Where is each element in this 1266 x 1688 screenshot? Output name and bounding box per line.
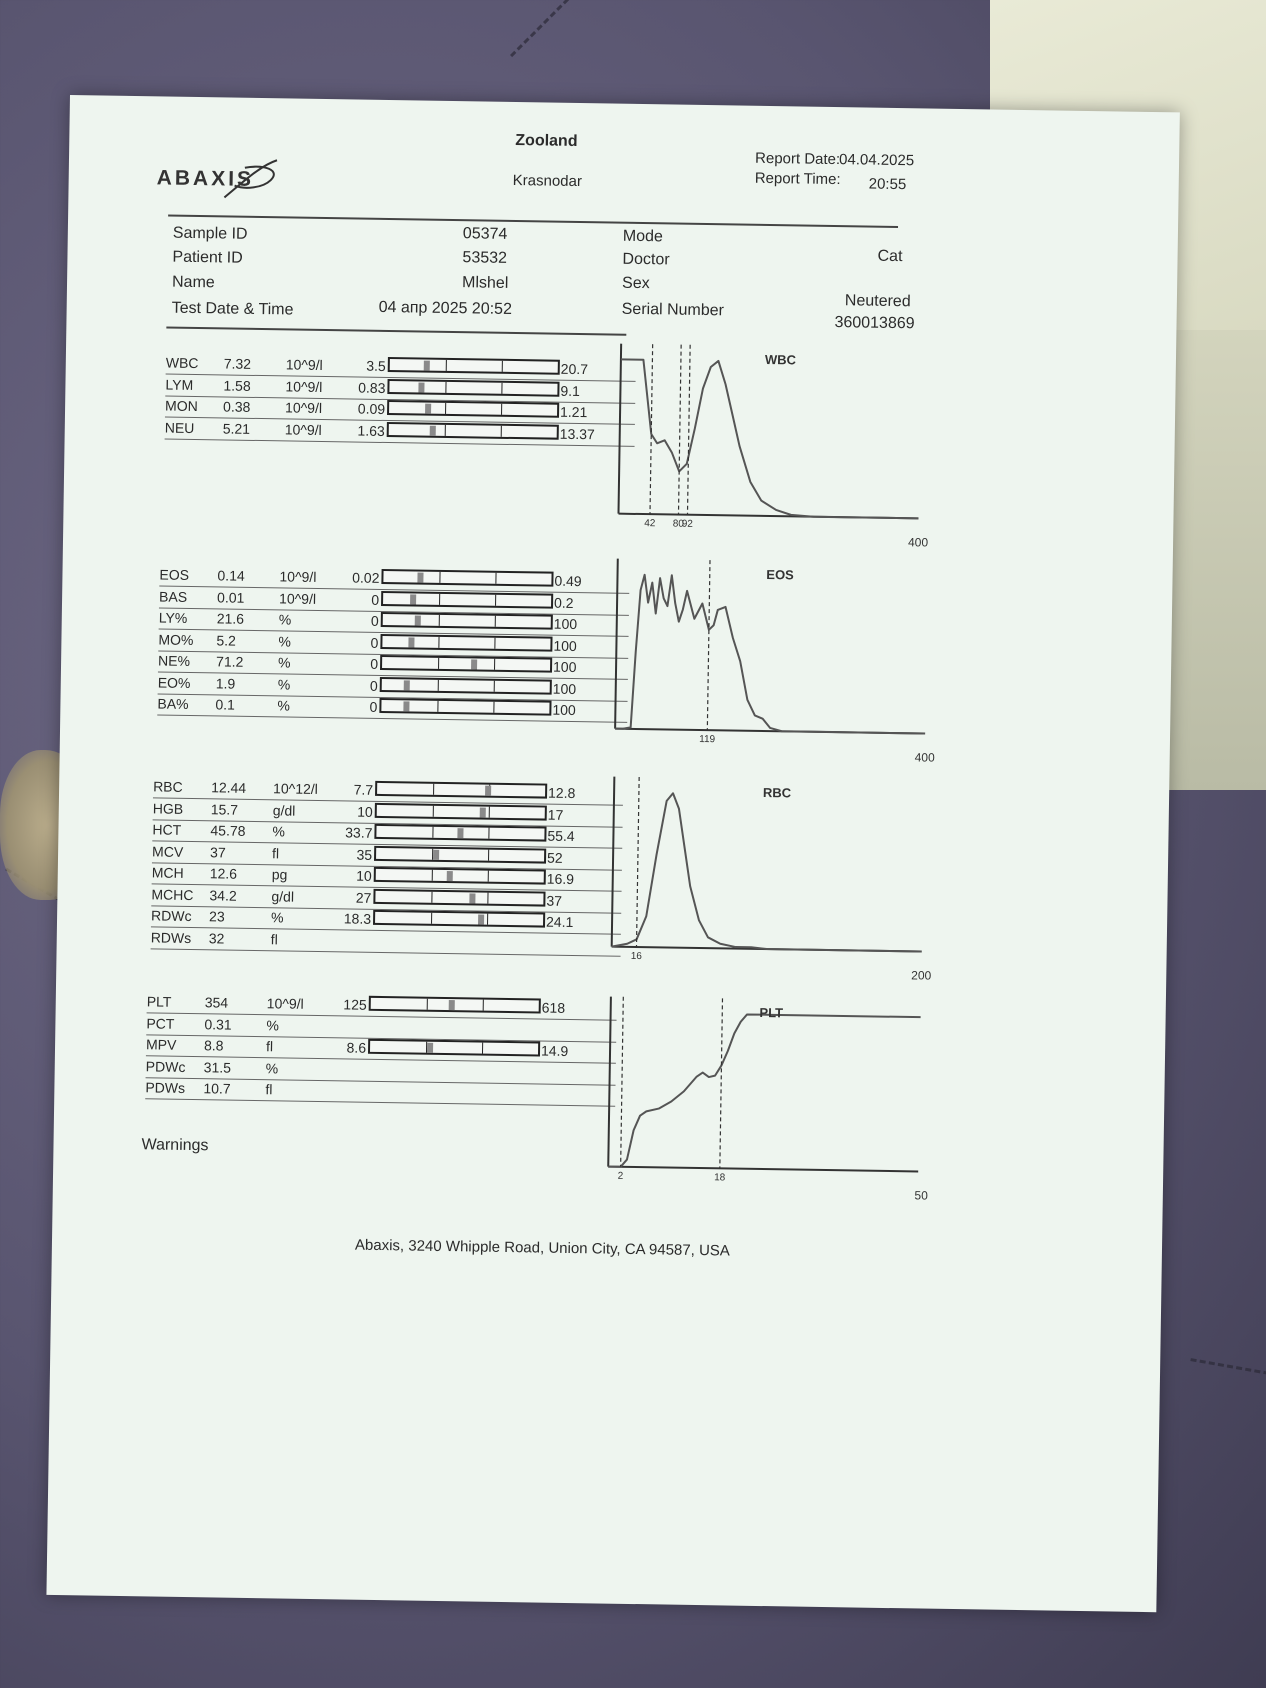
result-high: 12.8 (547, 784, 576, 802)
result-high: 100 (553, 637, 577, 654)
range-bar (387, 422, 559, 440)
result-value: 71.2 (215, 653, 244, 670)
range-tick (483, 1000, 484, 1011)
range-bar (373, 888, 545, 906)
range-tick (493, 702, 494, 713)
doctor-label: Doctor (622, 250, 670, 269)
result-high: 100 (553, 615, 578, 633)
range-marker (447, 871, 453, 881)
clinic-name: Zooland (515, 132, 578, 150)
result-name: NEU (164, 419, 195, 436)
result-high: 100 (552, 701, 576, 719)
result-high: 1.21 (559, 403, 588, 421)
serial-label: Serial Number (621, 300, 725, 320)
range-tick (437, 701, 438, 712)
result-value: 1.9 (215, 674, 236, 692)
series-line (612, 792, 924, 951)
range-tick (433, 784, 434, 795)
result-low: 0.09 (357, 400, 386, 417)
marker-line (636, 777, 639, 947)
result-unit: 10^9/l (284, 399, 323, 416)
range-tick (431, 913, 432, 924)
test-date: 04 апр 2025 20:52 (378, 298, 513, 318)
result-name: HGB (152, 799, 184, 817)
result-unit: % (277, 675, 291, 693)
range-tick (433, 805, 434, 816)
report-date-label: Report Date: (754, 149, 841, 169)
range-tick (495, 573, 496, 584)
histogram-eos (615, 559, 935, 769)
result-unit: g/dl (272, 801, 296, 819)
range-tick (494, 659, 495, 670)
report-sheet (46, 95, 1179, 1612)
x-end-label: 200 (911, 968, 932, 983)
result-high: 9.1 (560, 382, 581, 399)
range-marker (448, 1000, 454, 1010)
range-tick (427, 999, 428, 1010)
range-marker (457, 828, 463, 838)
x-axis (608, 1167, 918, 1172)
result-high: 100 (552, 680, 577, 697)
sex: Neutered (844, 292, 911, 311)
result-value: 0.31 (204, 1015, 232, 1033)
result-unit: % (278, 611, 292, 628)
result-low: 1.63 (357, 422, 385, 439)
result-low: 8.6 (346, 1039, 367, 1056)
range-tick (495, 616, 496, 627)
range-tick (438, 658, 439, 669)
result-name: EO% (157, 673, 191, 691)
range-tick (439, 572, 440, 583)
chart-title: EOS (766, 566, 794, 583)
result-unit: % (278, 632, 292, 650)
result-value: 5.21 (222, 419, 251, 437)
marker-line (687, 345, 690, 515)
marker-line (707, 560, 710, 730)
result-low: 0.83 (358, 379, 386, 396)
range-tick (439, 615, 440, 626)
chart-title: WBC (764, 351, 797, 368)
range-tick (482, 1043, 483, 1054)
sample-id: 05374 (462, 225, 508, 243)
result-high: 13.37 (559, 425, 595, 442)
range-marker (417, 573, 423, 583)
chart-title: RBC (762, 784, 792, 801)
patient-name: Mlshel (461, 274, 509, 292)
result-unit: fl (270, 930, 278, 947)
range-marker (434, 849, 440, 859)
result-name: RDWs (150, 928, 192, 946)
result-name: BA% (157, 695, 189, 712)
range-tick (501, 425, 502, 436)
marker-label: 80 (672, 518, 684, 530)
result-unit: 10^9/l (279, 589, 317, 607)
result-unit: % (277, 654, 291, 671)
footer-address: Abaxis, 3240 Whipple Road, Union City, CA 94587, USA (354, 1236, 730, 1260)
range-marker (408, 637, 414, 647)
range-tick (445, 381, 446, 392)
result-low: 0 (371, 591, 380, 608)
range-tick (438, 679, 439, 690)
result-unit: 10^9/l (285, 356, 323, 374)
result-unit: fl (265, 1081, 273, 1098)
range-bar (380, 633, 552, 651)
result-low: 7.7 (353, 781, 374, 798)
range-tick (487, 892, 488, 903)
result-unit: g/dl (271, 887, 295, 905)
result-value: 15.7 (210, 800, 239, 818)
divider (168, 215, 898, 228)
result-low: 0 (370, 655, 379, 672)
range-tick (431, 891, 432, 902)
result-value: 10.7 (203, 1080, 231, 1097)
range-bar (380, 655, 552, 673)
range-bar (387, 400, 559, 418)
result-unit: 10^12/l (273, 780, 318, 797)
result-value: 0.1 (215, 696, 236, 713)
range-marker (415, 615, 421, 625)
range-bar (368, 1039, 540, 1057)
result-value: 37 (210, 843, 226, 861)
report-time-label: Report Time: (754, 169, 841, 189)
histogram-plt (608, 997, 928, 1207)
result-high: 0.49 (554, 572, 582, 590)
range-marker (470, 893, 476, 903)
range-tick (501, 404, 502, 415)
result-unit: % (265, 1059, 279, 1076)
range-marker (404, 701, 410, 711)
range-tick (432, 870, 433, 881)
result-value: 31.5 (203, 1058, 232, 1076)
result-unit: 10^9/l (285, 377, 323, 395)
result-low: 0 (369, 677, 378, 694)
marker-label: 2 (617, 1170, 624, 1182)
result-low: 3.5 (366, 357, 386, 374)
result-name: LY% (158, 609, 188, 626)
result-unit: fl (265, 1038, 274, 1055)
histogram-svg (611, 777, 932, 983)
result-low: 35 (356, 846, 373, 863)
range-marker (425, 404, 431, 414)
marker-label: 18 (714, 1172, 726, 1184)
range-tick (445, 424, 446, 435)
result-name: PCT (146, 1014, 175, 1032)
x-end-label: 50 (914, 1188, 928, 1203)
result-low: 125 (343, 996, 367, 1013)
seat-stitching (1190, 1358, 1266, 1375)
result-name: RBC (153, 778, 183, 795)
result-high: 24.1 (545, 913, 574, 931)
warnings-label: Warnings (141, 1136, 209, 1155)
result-high: 52 (546, 849, 563, 866)
range-bar (374, 867, 546, 885)
range-bar (387, 379, 559, 397)
result-low: 27 (355, 889, 372, 906)
name-label: Name (171, 273, 215, 292)
result-low: 18.3 (343, 910, 372, 927)
result-low: 33.7 (345, 824, 373, 841)
range-tick (495, 594, 496, 605)
logo-text: ABAXIS (156, 166, 255, 191)
test-date-label: Test Date & Time (171, 299, 294, 319)
range-tick (438, 636, 439, 647)
result-value: 1.58 (223, 376, 251, 394)
range-bar (375, 802, 547, 820)
range-bar (374, 845, 546, 863)
result-value: 0.01 (217, 588, 245, 606)
range-marker (478, 915, 484, 925)
result-high: 100 (552, 658, 577, 676)
range-tick (488, 828, 489, 839)
range-tick (494, 680, 495, 691)
row-divider (145, 1098, 615, 1106)
result-high: 20.7 (560, 360, 589, 378)
seat-stitching (510, 0, 576, 57)
range-marker (418, 382, 424, 392)
series-line (618, 359, 920, 518)
result-value: 34.2 (209, 886, 237, 904)
result-high: 0.2 (553, 594, 574, 611)
result-name: RDWc (150, 907, 192, 925)
logo-swoosh-icon (214, 155, 285, 202)
result-value: 12.44 (211, 779, 247, 796)
result-value: 354 (204, 994, 229, 1011)
result-low: 10 (356, 867, 372, 884)
result-unit: % (272, 823, 286, 840)
result-unit: pg (271, 866, 288, 883)
sample-id-label: Sample ID (172, 224, 248, 243)
divider (166, 327, 626, 336)
result-name: MO% (158, 630, 194, 648)
patient-id-label: Patient ID (172, 248, 243, 267)
result-low: 0.02 (352, 569, 380, 586)
chart-title: PLT (759, 1004, 784, 1021)
range-marker (485, 786, 491, 796)
result-unit: % (266, 1016, 279, 1033)
result-value: 21.6 (216, 610, 245, 627)
marker-line (720, 998, 723, 1168)
patient-id: 53532 (462, 249, 508, 267)
histogram-svg (618, 344, 929, 550)
range-bar (381, 590, 553, 608)
range-marker (404, 680, 410, 690)
mode: Cat (877, 247, 903, 266)
range-bar (373, 910, 545, 928)
report-time: 20:55 (868, 175, 907, 194)
result-high: 618 (541, 999, 566, 1016)
result-value: 23 (208, 908, 225, 925)
range-tick (445, 403, 446, 414)
range-tick (488, 849, 489, 860)
x-end-label: 400 (914, 750, 935, 765)
range-marker (480, 807, 486, 817)
range-tick (489, 806, 490, 817)
result-name: NE% (158, 652, 191, 669)
range-marker (429, 425, 435, 435)
range-tick (432, 827, 433, 838)
histogram-svg (615, 559, 935, 765)
range-tick (501, 382, 502, 393)
result-low: 0 (370, 612, 379, 629)
serial-number: 360013869 (834, 314, 915, 333)
range-marker (471, 659, 477, 669)
result-low: 10 (357, 803, 373, 820)
result-low: 0 (370, 634, 379, 651)
range-tick (439, 593, 440, 604)
abaxis-logo (156, 154, 287, 200)
result-name: BAS (159, 587, 188, 605)
range-bar (381, 612, 553, 630)
range-bar (381, 569, 553, 587)
result-value: 12.6 (209, 865, 238, 882)
range-bar (380, 676, 552, 694)
range-marker (424, 361, 430, 371)
result-unit: 10^9/l (266, 995, 304, 1012)
result-name: MPV (145, 1036, 177, 1053)
marker-label: 119 (699, 733, 716, 746)
result-name: PLT (146, 993, 172, 1010)
range-bar (388, 357, 560, 375)
series-line (615, 574, 927, 733)
result-name: MON (165, 397, 198, 415)
result-high: 14.9 (540, 1042, 569, 1059)
result-name: EOS (159, 566, 190, 583)
report-date: 04.04.2025 (838, 151, 915, 170)
result-low: 0 (369, 698, 378, 715)
range-tick (487, 914, 488, 925)
result-unit: 10^9/l (279, 568, 317, 585)
result-high: 37 (546, 892, 563, 909)
marker-line (621, 997, 624, 1167)
range-tick (488, 871, 489, 882)
marker-line (678, 345, 681, 515)
mode-label: Mode (622, 227, 664, 246)
result-value: 0.38 (223, 398, 251, 415)
range-bar (374, 824, 546, 842)
marker-label: 16 (630, 950, 642, 963)
range-bar (379, 698, 551, 716)
result-name: PDWc (145, 1057, 186, 1075)
result-unit: % (277, 697, 291, 714)
clinic-city: Krasnodar (512, 171, 583, 191)
marker-label: 92 (681, 518, 693, 530)
range-marker (427, 1043, 433, 1053)
range-bar (375, 781, 547, 799)
histogram-rbc (611, 777, 932, 987)
marker-label: 42 (644, 518, 656, 530)
result-unit: fl (271, 844, 280, 861)
range-tick (502, 361, 503, 372)
histogram-svg (608, 997, 928, 1203)
series-line (608, 1012, 920, 1171)
result-value: 7.32 (223, 355, 252, 372)
result-unit: 10^9/l (284, 420, 322, 438)
result-name: MCH (151, 864, 184, 881)
result-name: MCHC (151, 885, 194, 903)
sex-label: Sex (621, 274, 650, 293)
result-value: 45.78 (210, 822, 246, 839)
result-name: LYM (165, 376, 194, 393)
range-tick (446, 360, 447, 371)
result-name: MCV (152, 842, 184, 860)
result-name: PDWs (145, 1079, 186, 1096)
result-value: 0.14 (217, 567, 245, 584)
range-marker (410, 594, 416, 604)
result-name: WBC (165, 354, 199, 372)
range-tick (494, 637, 495, 648)
histogram-wbc (618, 344, 929, 554)
result-high: 16.9 (546, 870, 575, 888)
result-name: HCT (152, 821, 182, 838)
x-end-label: 400 (907, 535, 929, 550)
result-high: 17 (547, 806, 564, 823)
result-value: 5.2 (216, 631, 237, 649)
range-bar (369, 996, 541, 1014)
result-unit: % (270, 909, 284, 926)
row-divider (151, 948, 621, 956)
result-high: 55.4 (547, 827, 575, 845)
result-value: 32 (208, 929, 225, 947)
result-value: 8.8 (203, 1037, 224, 1054)
